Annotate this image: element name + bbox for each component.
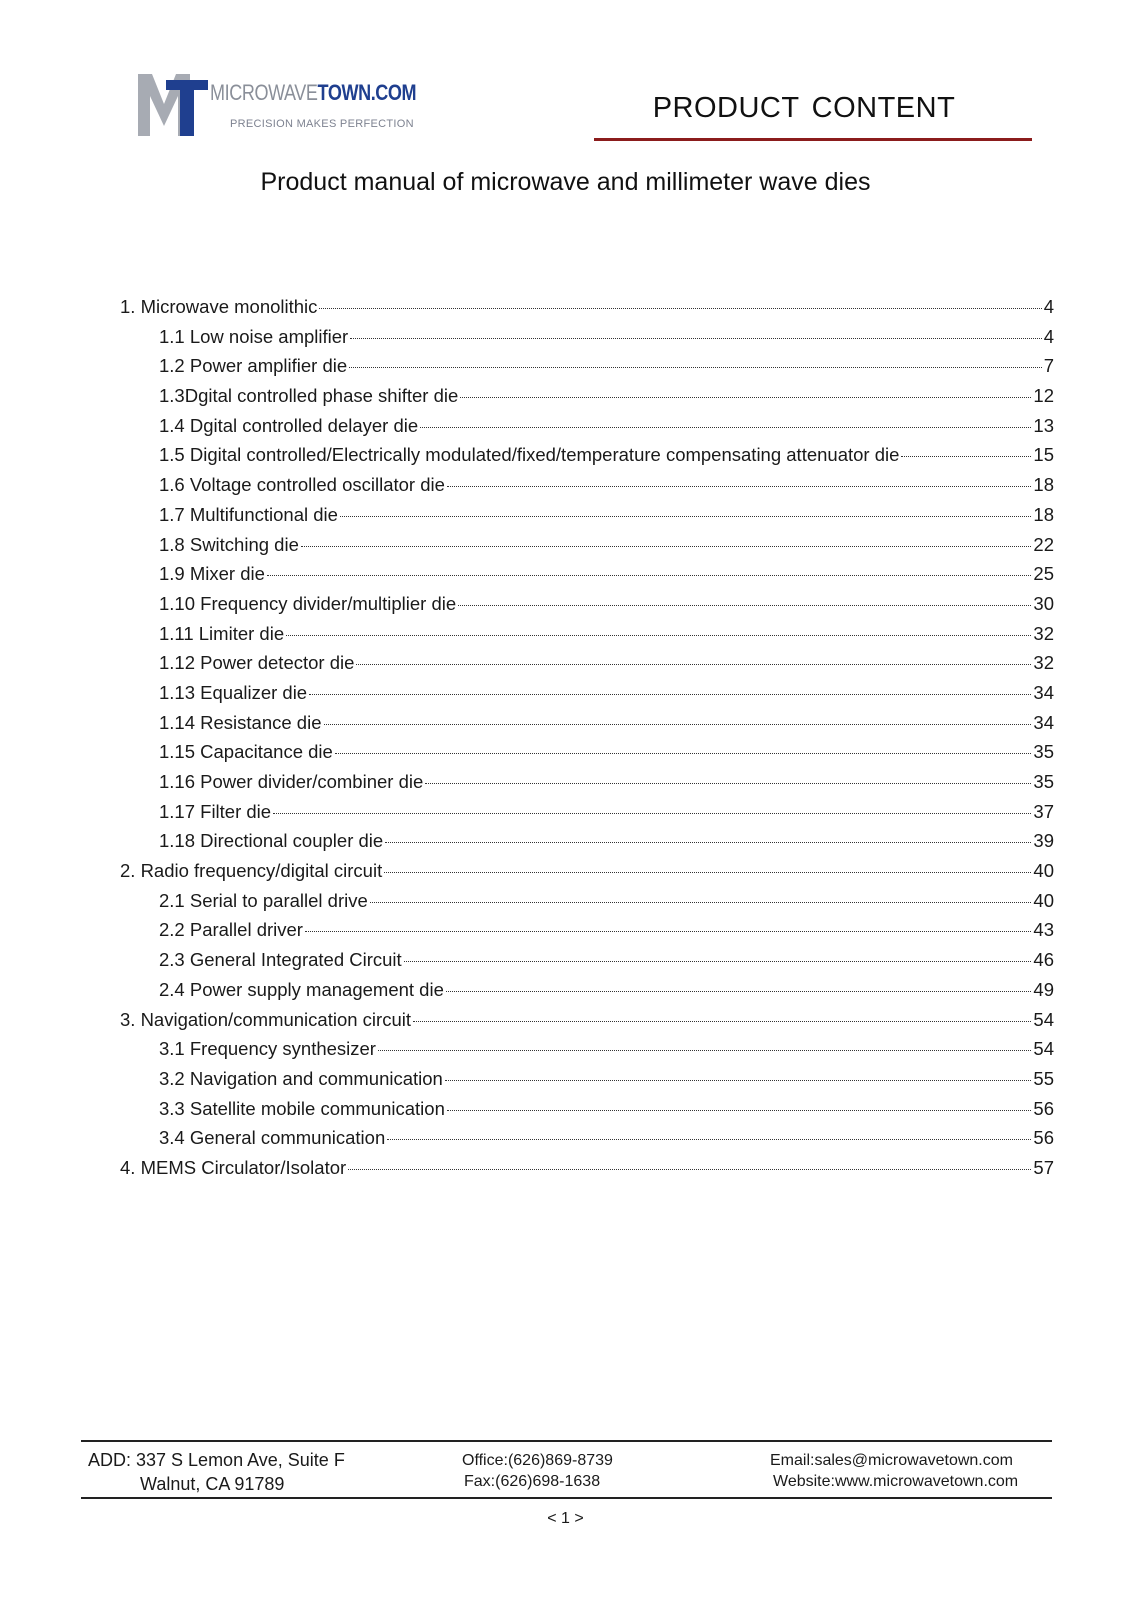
toc-entry <box>120 1157 1054 1187</box>
toc-entry-label: 1.1 Low noise amplifier <box>159 325 349 347</box>
toc-entry-page: 13 <box>1033 414 1054 436</box>
mt-logo-mark-icon <box>138 74 208 136</box>
toc-dot-leader <box>309 694 1031 695</box>
toc-entry-page: 25 <box>1033 563 1054 585</box>
toc-dot-leader <box>447 486 1032 487</box>
toc-entry <box>120 534 1054 564</box>
toc-entry-label: 1.3Dgital controlled phase shifter die <box>159 385 459 407</box>
toc-entry-page: 40 <box>1033 889 1054 911</box>
toc-entry-label: 1.18 Directional coupler die <box>159 830 384 852</box>
toc-entry-page: 4 <box>1043 296 1054 317</box>
toc-entry-page: 54 <box>1033 1008 1054 1030</box>
toc-dot-leader <box>458 605 1031 606</box>
toc-entry-label: 3.3 Satellite mobile communication <box>159 1097 445 1119</box>
toc-entry <box>120 474 1054 504</box>
toc-entry <box>120 385 1054 415</box>
section-title-rule <box>594 138 1032 141</box>
toc-entry-label: 2.3 General Integrated Circuit <box>159 949 402 971</box>
toc-entry-page: 34 <box>1033 681 1054 703</box>
toc-entry-page: 18 <box>1033 474 1054 496</box>
toc-dot-leader <box>319 308 1041 309</box>
page-number: < 1 > <box>547 1510 584 1527</box>
toc-entry <box>120 415 1054 445</box>
brand-tagline: PRECISION MAKES PERFECTION <box>230 118 414 130</box>
toc-dot-leader <box>460 397 1031 398</box>
toc-entry <box>120 623 1054 653</box>
toc-entry <box>120 563 1054 593</box>
toc-entry <box>120 830 1054 860</box>
toc-dot-leader <box>340 516 1031 517</box>
toc-dot-leader <box>385 842 1031 843</box>
toc-entry-label: 1.12 Power detector die <box>159 652 355 674</box>
toc-entry <box>120 1038 1054 1068</box>
toc-dot-leader <box>413 1021 1031 1022</box>
toc-entry-label: 2.4 Power supply management die <box>159 978 444 1000</box>
toc-dot-leader <box>349 367 1042 368</box>
toc-entry <box>120 712 1054 742</box>
section-title: PRODUCT CONTENT <box>652 92 956 124</box>
brand-name-part1: MICROWAVE <box>210 80 318 105</box>
toc-entry <box>120 593 1054 623</box>
toc-dot-leader <box>301 546 1032 547</box>
toc-entry <box>120 504 1054 534</box>
toc-entry-label: 1.6 Voltage controlled oscillator die <box>159 474 445 496</box>
toc-dot-leader <box>305 931 1031 932</box>
toc-entry-label: 1.10 Frequency divider/multiplier die <box>159 592 457 614</box>
toc-entry-label: 1.8 Switching die <box>159 533 299 555</box>
toc-dot-leader <box>286 635 1031 636</box>
toc-entry-page: 49 <box>1033 978 1054 1000</box>
footer-office-phone: Office:(626)869-8739 <box>462 1452 613 1469</box>
toc-dot-leader <box>447 1110 1032 1111</box>
toc-dot-leader <box>404 961 1032 962</box>
toc-dot-leader <box>901 456 1031 457</box>
toc-dot-leader <box>420 427 1031 428</box>
toc-entry <box>120 979 1054 1009</box>
toc-entry <box>120 1009 1054 1039</box>
toc-entry-page: 46 <box>1033 949 1054 971</box>
toc-entry-label: 1.5 Digital controlled/Electrically modulated/fixed/temperature compensating attenuator die <box>159 444 900 466</box>
toc-dot-leader <box>378 1050 1031 1051</box>
toc-entry-page: 12 <box>1033 385 1054 407</box>
toc-entry-page: 40 <box>1033 860 1054 882</box>
toc-entry-page: 55 <box>1033 1067 1054 1089</box>
toc-entry-label: 4. MEMS Circulator/Isolator <box>120 1156 347 1178</box>
toc-entry <box>120 860 1054 890</box>
toc-entry-page: 15 <box>1033 444 1054 466</box>
toc-dot-leader <box>446 991 1032 992</box>
toc-entry <box>120 741 1054 771</box>
toc-entry-label: 1.2 Power amplifier die <box>159 355 348 377</box>
toc-entry <box>120 1098 1054 1128</box>
toc-entry-label: 1.17 Filter die <box>159 800 272 822</box>
brand-name-part2: TOWN.COM <box>317 80 417 105</box>
toc-dot-leader <box>425 783 1031 784</box>
footer-divider-bottom <box>81 1497 1052 1499</box>
toc-entry-page: 30 <box>1033 592 1054 614</box>
toc-entry-label: 2.2 Parallel driver <box>159 919 303 941</box>
toc-entry-label: 3.2 Navigation and communication <box>159 1067 443 1089</box>
toc-entry-page: 32 <box>1033 652 1054 674</box>
toc-entry-page: 37 <box>1033 800 1054 822</box>
document-title: Product manual of microwave and millimeter wave dies <box>260 168 871 196</box>
toc-entry-label: 3.1 Frequency synthesizer <box>159 1038 376 1060</box>
toc-entry-page: 4 <box>1043 325 1054 347</box>
toc-dot-leader <box>356 664 1031 665</box>
footer-divider-top <box>81 1440 1052 1442</box>
toc-dot-leader <box>267 575 1032 576</box>
company-logo <box>138 74 438 138</box>
toc-entry-label: 1.16 Power divider/combiner die <box>159 771 424 792</box>
toc-dot-leader <box>384 872 1031 873</box>
toc-entry-label: 2.1 Serial to parallel drive <box>159 889 368 911</box>
toc-entry-label: 3. Navigation/communication circuit <box>120 1008 411 1030</box>
toc-entry <box>120 919 1054 949</box>
toc-entry-page: 39 <box>1033 830 1054 852</box>
toc-entry <box>120 682 1054 712</box>
toc-entry-page: 18 <box>1033 503 1054 525</box>
toc-entry <box>120 355 1054 385</box>
footer-address-line2: Walnut, CA 91789 <box>140 1474 285 1494</box>
brand-name <box>210 80 416 106</box>
toc-entry-label: 1.14 Resistance die <box>159 711 322 733</box>
toc-entry <box>120 1127 1054 1157</box>
toc-entry <box>120 890 1054 920</box>
toc-dot-leader <box>273 813 1031 814</box>
toc-entry <box>120 801 1054 831</box>
toc-entry <box>120 652 1054 682</box>
toc-dot-leader <box>370 902 1032 903</box>
toc-entry <box>120 949 1054 979</box>
toc-entry <box>120 771 1054 801</box>
toc-entry-page: 56 <box>1033 1127 1054 1149</box>
toc-entry-page: 54 <box>1033 1038 1054 1060</box>
toc-dot-leader <box>445 1080 1032 1081</box>
toc-dot-leader <box>350 338 1041 339</box>
toc-entry <box>120 444 1054 474</box>
toc-entry-page: 43 <box>1033 919 1054 941</box>
toc-entry-label: 1.4 Dgital controlled delayer die <box>159 414 419 436</box>
toc-entry-label: 2. Radio frequency/digital circuit <box>120 860 383 882</box>
table-of-contents <box>120 296 1054 1187</box>
toc-entry-label: 1.7 Multifunctional die <box>159 503 338 525</box>
toc-entry-page: 7 <box>1043 355 1054 377</box>
toc-entry-label: 1.15 Capacitance die <box>159 741 333 763</box>
toc-dot-leader <box>335 753 1032 754</box>
toc-entry <box>120 1068 1054 1098</box>
toc-entry-label: 1. Microwave monolithic <box>120 296 318 317</box>
toc-entry-page: 57 <box>1033 1156 1054 1178</box>
toc-entry-label: 3.4 General communication <box>159 1127 386 1149</box>
footer-email: Email:sales@microwavetown.com <box>770 1452 1013 1469</box>
toc-entry-page: 22 <box>1033 533 1054 555</box>
toc-dot-leader <box>348 1169 1031 1170</box>
toc-entry <box>120 296 1054 326</box>
toc-entry-page: 35 <box>1033 741 1054 763</box>
toc-entry-label: 1.9 Mixer die <box>159 563 265 585</box>
toc-dot-leader <box>324 724 1032 725</box>
toc-dot-leader <box>387 1139 1031 1140</box>
toc-entry-label: 1.11 Limiter die <box>159 622 285 644</box>
footer-address-line1: ADD: 337 S Lemon Ave, Suite F <box>88 1450 345 1470</box>
toc-entry-page: 56 <box>1033 1097 1054 1119</box>
toc-entry <box>120 326 1054 356</box>
toc-entry-page: 34 <box>1033 711 1054 733</box>
toc-entry-page: 35 <box>1033 771 1054 792</box>
toc-entry-page: 32 <box>1033 622 1054 644</box>
toc-entry-label: 1.13 Equalizer die <box>159 681 308 703</box>
footer-fax: Fax:(626)698-1638 <box>464 1473 601 1490</box>
footer-website: Website:www.microwavetown.com <box>773 1473 1019 1490</box>
